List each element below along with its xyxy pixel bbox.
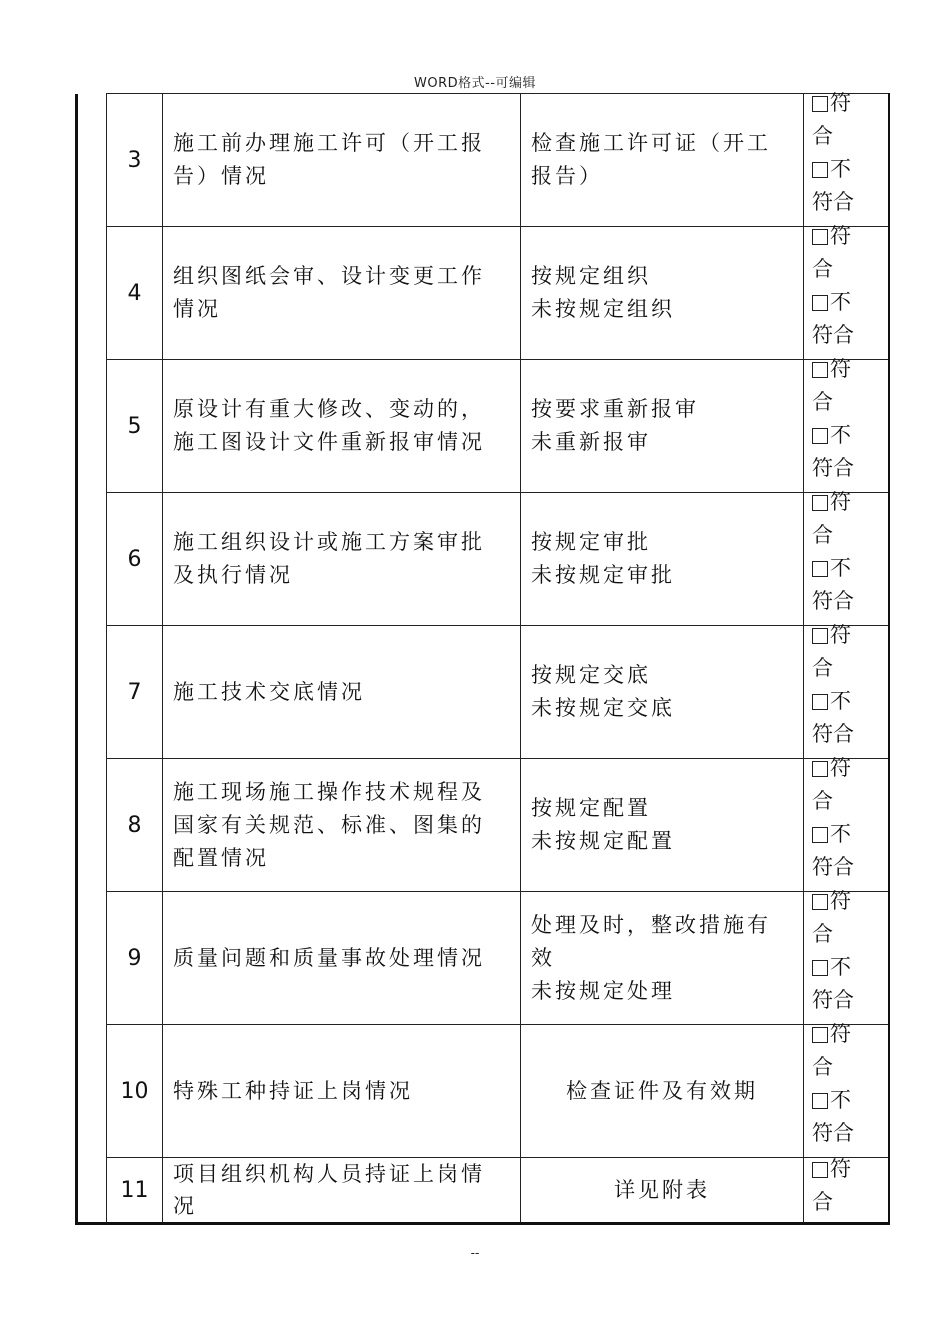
nonconform-checkbox[interactable] [812,1093,828,1109]
row-number: 4 [107,227,163,360]
check-item: 施工前办理施工许可（开工报 告）情况 [163,94,521,227]
page-footer: -- [470,1246,480,1260]
row-number: 3 [107,94,163,227]
row-number: 9 [107,892,163,1025]
nonconform-checkbox[interactable] [812,561,828,577]
check-method: 按规定交底 未按规定交底 [521,626,804,759]
table-row [77,1025,889,1158]
result-cell: 符 合 不 符合 [804,94,889,227]
page-header: WORD格式--可编辑 [413,76,536,91]
result-cell: 符 合 不 符合 [804,1025,889,1158]
row-number: 11 [107,1158,163,1224]
check-method: 按规定配置 未按规定配置 [521,759,804,892]
table-row [77,360,889,493]
check-item: 施工现场施工操作技术规程及 国家有关规范、标准、图集的 配置情况 [163,759,521,892]
check-item: 特殊工种持证上岗情况 [163,1025,521,1158]
category-cell [77,94,107,1224]
row-number: 5 [107,360,163,493]
check-item: 原设计有重大修改、变动的， 施工图设计文件重新报审情况 [163,360,521,493]
conform-checkbox[interactable] [812,894,828,910]
nonconform-checkbox[interactable] [812,694,828,710]
check-method: 检查证件及有效期 [521,1025,804,1158]
nonconform-checkbox[interactable] [812,428,828,444]
check-method: 按要求重新报审 未重新报审 [521,360,804,493]
result-cell: 符 合 不 符合 [804,626,889,759]
row-number: 6 [107,493,163,626]
result-cell: 符 合 不 符合 [804,759,889,892]
check-method: 按规定组织 未按规定组织 [521,227,804,360]
check-method: 检查施工许可证（开工 报告） [521,94,804,227]
conform-checkbox[interactable] [812,761,828,777]
conform-checkbox[interactable] [812,628,828,644]
conform-checkbox[interactable] [812,362,828,378]
inspection-table [75,93,890,1225]
result-cell: 符 合 [804,1158,889,1224]
check-item: 施工技术交底情况 [163,626,521,759]
nonconform-checkbox[interactable] [812,295,828,311]
table-row [77,493,889,626]
table-row [77,94,889,227]
table-row [77,759,889,892]
conform-checkbox[interactable] [812,1027,828,1043]
check-method: 详见附表 [521,1158,804,1224]
check-method: 按规定审批 未按规定审批 [521,493,804,626]
table-row [77,626,889,759]
conform-checkbox[interactable] [812,229,828,245]
check-item: 组织图纸会审、设计变更工作 情况 [163,227,521,360]
conform-checkbox[interactable] [812,495,828,511]
result-cell: 符 合 不 符合 [804,493,889,626]
check-item: 项目组织机构人员持证上岗情 况 [163,1158,521,1224]
conform-checkbox[interactable] [812,1162,828,1178]
row-number: 7 [107,626,163,759]
table-row [77,892,889,1025]
nonconform-checkbox[interactable] [812,162,828,178]
check-method: 处理及时，整改措施有 效 未按规定处理 [521,892,804,1025]
table-row [77,227,889,360]
conform-checkbox[interactable] [812,96,828,112]
result-cell: 符 合 不 符合 [804,360,889,493]
result-cell: 符 合 不 符合 [804,227,889,360]
table-row [77,1158,889,1224]
nonconform-checkbox[interactable] [812,827,828,843]
result-cell: 符 合 不 符合 [804,892,889,1025]
row-number: 8 [107,759,163,892]
row-number: 10 [107,1025,163,1158]
check-item: 质量问题和质量事故处理情况 [163,892,521,1025]
nonconform-checkbox[interactable] [812,960,828,976]
check-item: 施工组织设计或施工方案审批 及执行情况 [163,493,521,626]
